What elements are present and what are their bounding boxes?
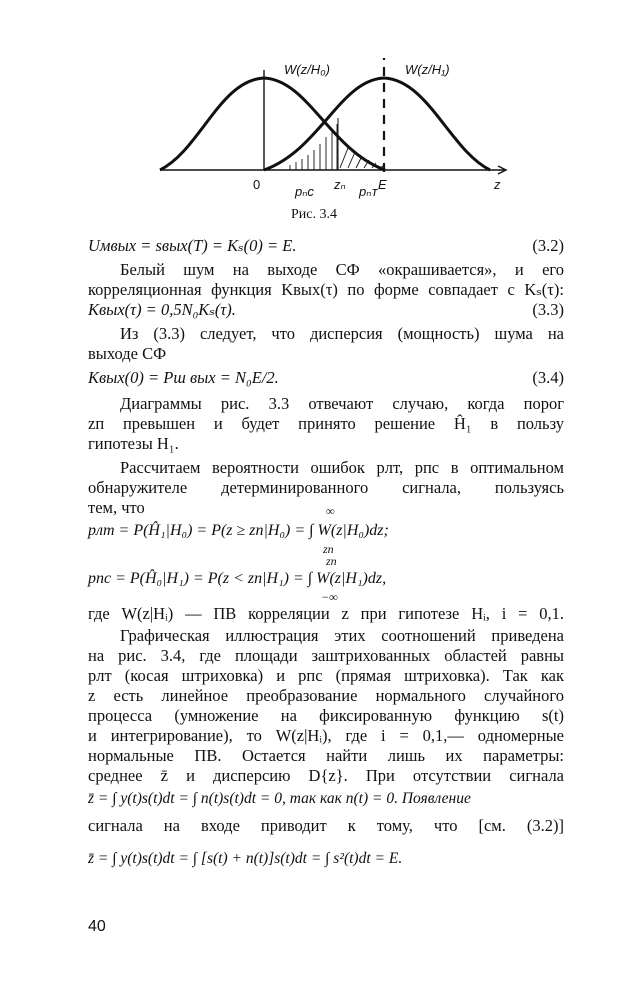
text-line: zп превышен и будет принято решение Ĥ₁ в пользу — [88, 414, 564, 433]
label-w-h1: W(z/H₁) — [405, 62, 450, 77]
label-w-h0: W(z/H₀) — [284, 62, 330, 77]
text-line: Диаграммы рис. 3.3 отвечают случаю, когда порог — [120, 394, 564, 413]
text-line: обнаружителе детерминированного сигнала, пользуясь — [88, 478, 564, 497]
figure-3-4 — [140, 40, 520, 230]
text-line: Графическая иллюстрация этих соотношений приведена — [120, 626, 564, 645]
text-line: Белый шум на выходе СФ «окрашивается», и его — [120, 260, 564, 279]
label-origin: 0 — [253, 177, 261, 192]
equation-3-3: Kвых(τ) = 0,5N₀Kₛ(τ). (3.3) — [88, 300, 564, 319]
equation-3-4: Kвых(0) = Pш вых = N₀E/2. (3.4) — [88, 368, 564, 387]
formula-p-lt: pлт = P(Ĥ₁|H₀) = P(z ≥ zп|H₀) = ∫ W(z|H₀)dz; — [88, 522, 389, 539]
text-line: тем, что — [88, 498, 145, 517]
text-line: корреляционная функция Kвых(τ) по форме совпадает с Kₛ(τ): — [88, 280, 564, 299]
text-line: нормальные ПВ. Остается найти лишь их параметры: — [88, 746, 564, 765]
text-line: pлт (косая штриховка) и pпс (прямая штриховка). Так как — [88, 666, 564, 685]
formula-mean-no-signal: z̄ = ∫ y(t)s(t)dt = ∫ n(t)s(t)dt = 0, так как n(t) = 0. Появление — [88, 790, 471, 807]
equation-3-2: Uмвых = sвых(T) = Kₛ(0) = E. (3.2) — [88, 236, 564, 255]
text-line: процесса (умножение на фиксированную функцию s(t) — [88, 706, 564, 725]
page-number: 40 — [88, 918, 106, 935]
formula-p-ps: pпс = P(Ĥ₀|H₁) = P(z < zп|H₁) = ∫ W(z|H₁)dz, — [88, 570, 387, 587]
curve-w-h1 — [264, 78, 490, 170]
figure-caption: Рис. 3.4 — [291, 207, 337, 222]
distribution-plot — [140, 40, 520, 230]
text-line: на рис. 3.4, где площади заштрихованных областей равны — [88, 646, 564, 665]
hatch-p-ps — [290, 124, 337, 170]
formula-p-lt-upper-limit: ∞ — [326, 504, 335, 518]
formula-mean-with-signal: z̄ = ∫ y(t)s(t)dt = ∫ [s(t) + n(t)]s(t)dt = ∫ s²(t)dt = E. — [88, 850, 403, 867]
text-line: и интегрирование), то W(z|Hᵢ), где i = 0,1,— одномерные — [88, 726, 564, 745]
text-line: Из (3.3) следует, что дисперсия (мощность) шума на — [120, 324, 564, 343]
text-line: Рассчитаем вероятности ошибок pлт, pпс в оптимальном — [120, 458, 564, 477]
label-z: z — [494, 177, 501, 192]
label-p-lt: pₙᴛ — [359, 184, 379, 199]
text-line: z есть линейное преобразование нормального случайного — [88, 686, 564, 705]
text-line: выходе СФ — [88, 344, 167, 363]
text-line: среднее z̄ и дисперсию D{z}. При отсутствии сигнала — [88, 766, 564, 785]
formula-p-ps-lower-limit: −∞ — [321, 590, 338, 604]
formula-p-lt-lower-limit: zп — [323, 542, 334, 556]
label-z-p: zₙ — [334, 177, 346, 192]
formula-p-ps-upper-limit: zп — [326, 554, 337, 568]
label-e: E — [378, 177, 387, 192]
text-line: гипотезы H₁. — [88, 434, 179, 453]
text-line: сигнала на входе приводит к тому, что [см. (3.2)] — [88, 816, 564, 835]
label-p-ps: pₙᴄ — [295, 184, 314, 199]
text-line: где W(z|Hᵢ) — ПВ корреляции z при гипотезе Hᵢ, i = 0,1. — [88, 604, 564, 623]
